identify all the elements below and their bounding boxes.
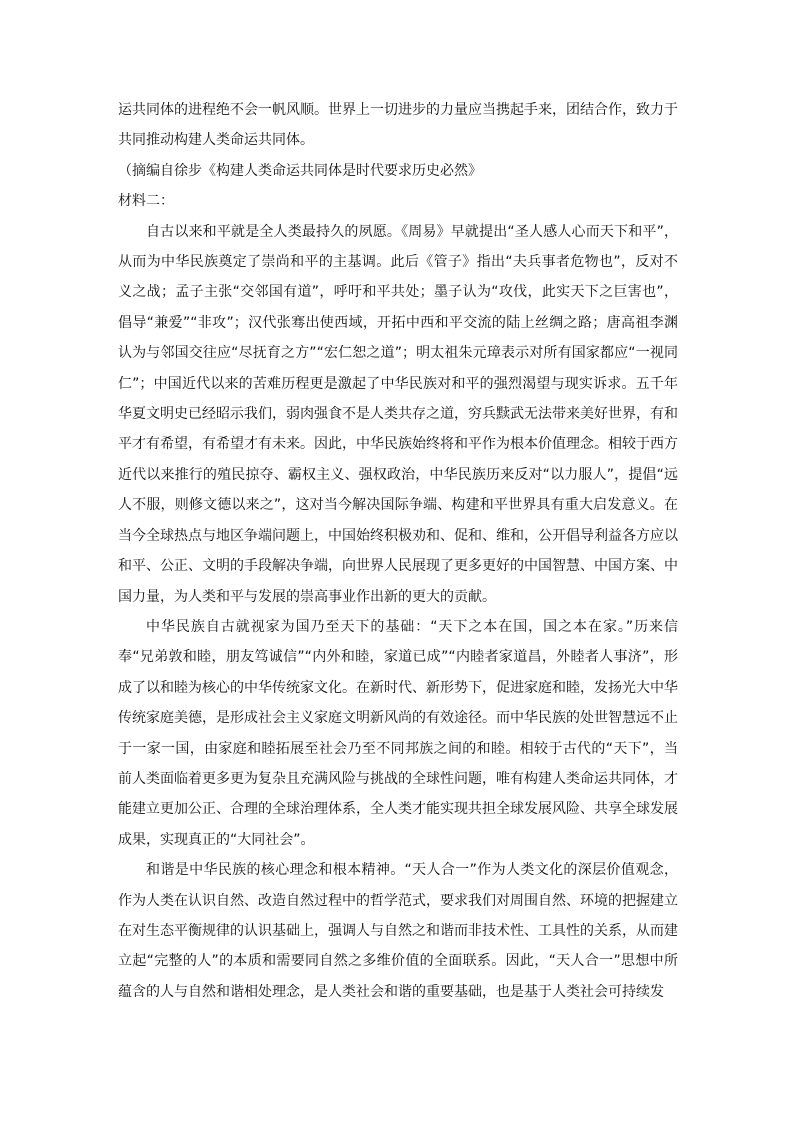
paragraph-3: 和谐是中华民族的核心理念和根本精神。“天人合一”作为人类文化的深层价值观念，作为人类在认识自然、改造自然过程中的哲学范式，要求我们对周围自然、环境的把握建立在对生态平衡规律的认识基础上，强调人与自然之和谐而非技术性、工具性的关系，从而建立起“完整的人”的本质和需要同自然之多维价值的全面联系。因此，“天人合一”思想中所蕴含的人与自然和谐相处理念，是人类社会和谐的重要基础，也是基于人类社会可持续发: [118, 862, 678, 1000]
intro-line-2: 共同推动构建人类命运共同体。: [118, 132, 314, 149]
source-note: （摘编自徐步《构建人类命运共同体是时代要求历史必然》: [118, 162, 482, 179]
paragraph-2: 中华民族自古就视家为国乃至天下的基础：“天下之本在国，国之本在家。”历来信奉“兄弟敦和睦，朋友笃诚信”“内外和睦，家道已成”“内睦者家道昌，外睦者人事济”，形成了以和睦为核心的中华传统家文化。在新时代、新形势下，促进家庭和睦，发扬光大中华传统家庭美德，是形成社会主义家庭文明新风尚的有效途径。而中华民族的处世智慧远不止于一家一国，由家庭和睦拓展至社会乃至不同邦族之间的和睦。相较于古代的“天下”，当前人类面临着更多更为复杂且充满风险与挑战的全球性问题，唯有构建人类命运共同体，才能建立更加公正、合理的全球治理体系，全人类才能实现共担全球发展风险、共享全球发展成果，实现真正的“大同社会”。: [118, 618, 678, 848]
paragraph-1: 自古以来和平就是全人类最持久的夙愿。《周易》早就提出“圣人感人心而天下和平”，从而为中华民族奠定了崇尚和平的主基调。此后《管子》指出“夫兵事者危物也”，反对不义之战；孟子主张“交邻国有道”，呼吁和平共处；墨子认为“攻伐，此实天下之巨害也”，倡导“兼爱”“非攻”；汉代张骞出使西域，开拓中西和平交流的陆上丝绸之路；唐高祖李渊认为与邻国交往应“尽抚育之方”“宏仁恕之道”；明太祖朱元璋表示对所有国家都应“一视同仁”；中国近代以来的苦难历程更是激起了中华民族对和平的强烈渴望与现实诉求。五千年华夏文明史已经昭示我们，弱肉强食不是人类共存之道，穷兵黩武无法带来美好世界，有和平才有希望，有希望才有未来。因此，中华民族始终将和平作为根本价值理念。相较于西方近代以来推行的殖民掠夺、霸权主义、强权政治，中华民族历来反对“以力服人”，提倡“远人不服，则修文德以来之”，这对当今解决国际争端、构建和平世界具有重大启发意义。在当今全球热点与地区争端问题上，中国始终积极劝和、促和、维和，公开倡导利益各方应以和平、公正、文明的手段解决争端，向世界人民展现了更多更好的中国智慧、中国方案、中国力量，为人类和平与发展的崇高事业作出新的更大的贡献。: [118, 223, 678, 605]
intro-line-1: 运共同体的进程绝不会一帆风顺。世界上一切进步的力量应当携起手来，团结合作，致力于: [118, 102, 678, 118]
section-title: 材料二：: [118, 193, 174, 210]
document-page: [118, 95, 678, 1007]
body-paragraphs: [118, 217, 678, 1008]
